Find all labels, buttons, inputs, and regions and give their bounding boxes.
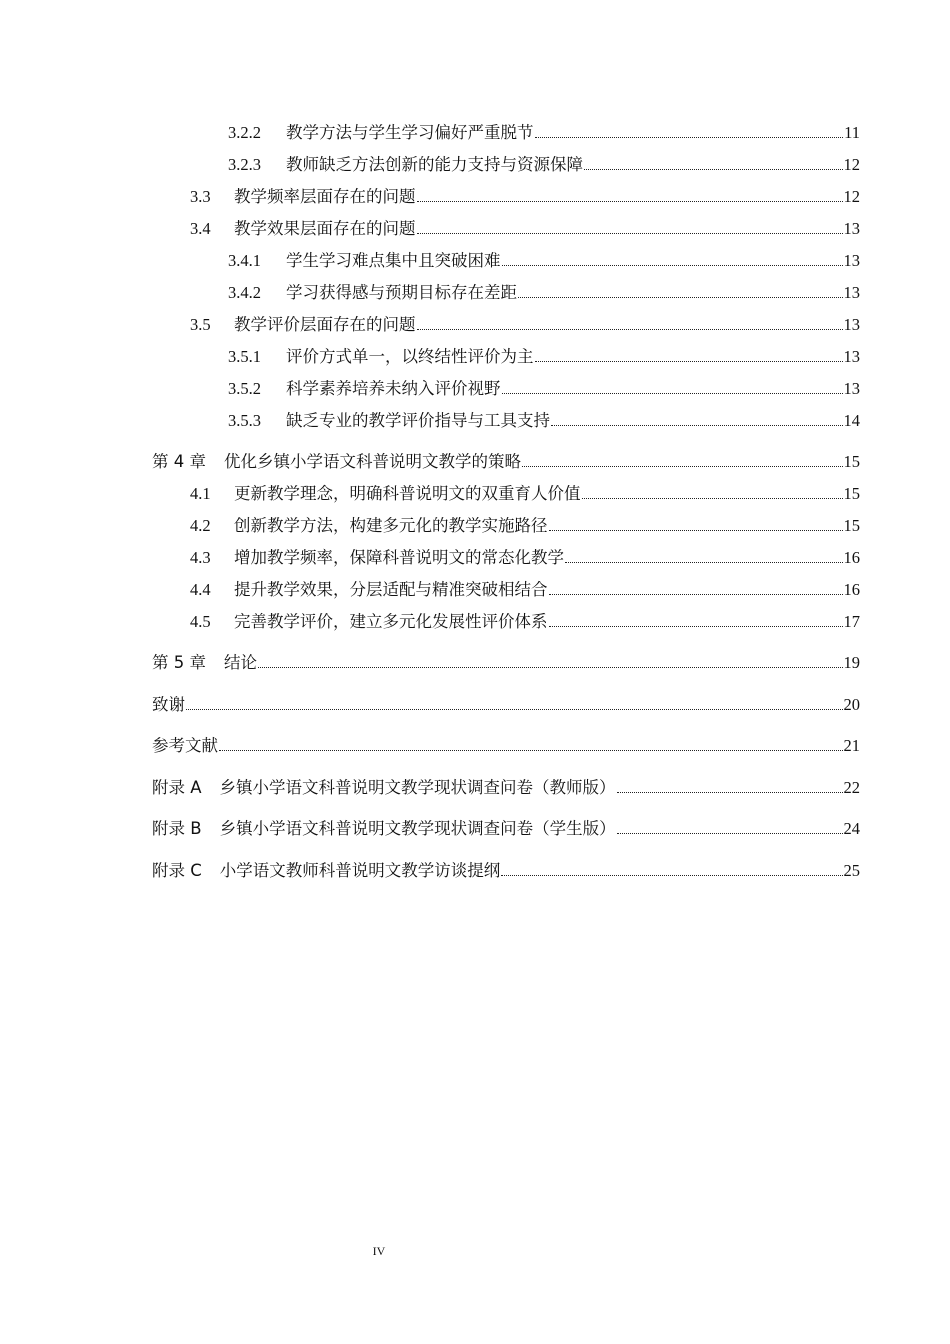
toc-dot-leader xyxy=(501,875,842,876)
toc-dot-leader xyxy=(549,594,843,595)
toc-entry-title: 学生学习难点集中且突破困难 xyxy=(286,251,501,270)
toc-dot-leader xyxy=(417,233,843,234)
toc-entry[interactable] xyxy=(190,309,860,341)
toc-entry-page: 19 xyxy=(843,653,860,672)
toc-entry-page: 14 xyxy=(843,411,860,430)
toc-entry-number: 3.4.2 xyxy=(228,283,261,302)
toc-entry-page: 13 xyxy=(843,315,860,334)
toc-dot-leader xyxy=(584,169,843,170)
toc-entry-page: 16 xyxy=(843,580,860,599)
toc-entry[interactable] xyxy=(190,478,860,510)
toc-entry[interactable] xyxy=(190,574,860,606)
toc-entry[interactable] xyxy=(152,647,860,679)
toc-dot-leader xyxy=(549,626,843,627)
toc-entry-page: 13 xyxy=(843,379,860,398)
toc-entry-number: 第 5 章 xyxy=(152,653,206,672)
toc-dot-leader xyxy=(502,265,843,266)
toc-entry-title: 结论 xyxy=(224,653,257,672)
toc-entry-title: 教学效果层面存在的问题 xyxy=(234,219,416,238)
toc-entry-title: 创新教学方法，构建多元化的教学实施路径 xyxy=(234,516,548,535)
toc-entry[interactable] xyxy=(228,341,860,373)
toc-entry-title: 教学方法与学生学习偏好严重脱节 xyxy=(286,123,534,142)
toc-entry-title: 教学评价层面存在的问题 xyxy=(234,315,416,334)
toc-entry-page: 17 xyxy=(843,612,860,631)
toc-entry-number: 4.5 xyxy=(190,612,211,631)
toc-entry[interactable] xyxy=(152,772,860,804)
toc-entry-title: 致谢 xyxy=(152,694,185,714)
toc-entry-title: 更新教学理念，明确科普说明文的双重育人价值 xyxy=(234,484,581,503)
toc-dot-leader xyxy=(219,750,843,751)
toc-entry-page: 15 xyxy=(843,484,860,503)
toc-entry-title: 缺乏专业的教学评价指导与工具支持 xyxy=(286,411,550,430)
toc-dot-leader xyxy=(522,466,843,467)
toc-entry-page: 22 xyxy=(843,777,860,797)
toc-dot-leader xyxy=(518,297,843,298)
toc-entry-title: 参考文献 xyxy=(152,736,218,755)
toc-dot-leader xyxy=(417,329,843,330)
toc-entry-title: 学习获得感与预期目标存在差距 xyxy=(286,283,517,302)
toc-dot-leader xyxy=(617,833,843,834)
toc-entry-number: 3.4 xyxy=(190,219,211,238)
toc-dot-leader xyxy=(502,393,843,394)
toc-entry-title: 提升教学效果，分层适配与精准突破相结合 xyxy=(234,580,548,599)
toc-entry-title: 教学频率层面存在的问题 xyxy=(234,187,416,206)
toc-entry-page: 21 xyxy=(843,736,860,755)
toc-entry[interactable] xyxy=(228,405,860,437)
toc-entry-number: 3.4.1 xyxy=(228,251,261,270)
toc-entry-page: 12 xyxy=(843,187,860,206)
toc-entry-title: 科学素养培养未纳入评价视野 xyxy=(286,379,501,398)
toc-entry-number: 附录 B xyxy=(152,819,202,838)
toc-entry[interactable] xyxy=(228,117,860,149)
page-number: IV xyxy=(372,1244,386,1258)
toc-entry[interactable] xyxy=(228,277,860,309)
toc-entry[interactable] xyxy=(190,213,860,245)
toc-entry-number: 3.5.1 xyxy=(228,347,261,366)
toc-entry-page: 13 xyxy=(843,347,860,366)
toc-entry-page: 20 xyxy=(843,694,860,714)
toc-entry-page: 12 xyxy=(843,155,860,174)
toc-entry-number: 3.2.3 xyxy=(228,155,261,174)
toc-entry-page: 25 xyxy=(843,860,860,880)
toc-dot-leader xyxy=(565,562,843,563)
toc-entry[interactable] xyxy=(190,542,860,574)
toc-entry[interactable] xyxy=(152,689,860,721)
table-of-contents xyxy=(152,117,860,887)
toc-dot-leader xyxy=(582,498,843,499)
toc-entry-title: 乡镇小学语文科普说明文教学现状调查问卷（教师版） xyxy=(219,777,616,797)
toc-entry-page: 15 xyxy=(843,452,860,471)
toc-entry[interactable] xyxy=(152,730,860,762)
toc-dot-leader xyxy=(186,709,843,710)
toc-entry-number: 3.5.2 xyxy=(228,379,261,398)
toc-entry-title: 小学语文教师科普说明文教学访谈提纲 xyxy=(219,860,501,880)
toc-entry[interactable] xyxy=(190,510,860,542)
toc-dot-leader xyxy=(617,792,843,793)
toc-dot-leader xyxy=(551,425,843,426)
toc-entry-number: 3.2.2 xyxy=(228,123,261,142)
toc-dot-leader xyxy=(535,137,844,138)
toc-dot-leader xyxy=(417,201,843,202)
toc-entry[interactable] xyxy=(152,446,860,478)
toc-entry-number: 4.3 xyxy=(190,548,211,567)
toc-entry-number: 4.1 xyxy=(190,484,211,503)
toc-dot-leader xyxy=(535,361,843,362)
toc-entry[interactable] xyxy=(190,606,860,638)
toc-entry-number: 附录 A xyxy=(152,777,202,797)
toc-entry[interactable] xyxy=(152,855,860,887)
toc-entry-page: 16 xyxy=(843,548,860,567)
toc-entry-title: 乡镇小学语文科普说明文教学现状调查问卷（学生版） xyxy=(219,819,616,838)
toc-entry-number: 4.2 xyxy=(190,516,211,535)
toc-entry-page: 15 xyxy=(843,516,860,535)
toc-entry-number: 附录 C xyxy=(152,860,202,880)
toc-entry[interactable] xyxy=(190,181,860,213)
toc-entry[interactable] xyxy=(228,373,860,405)
toc-entry-page: 11 xyxy=(844,123,860,142)
toc-entry-number: 3.5 xyxy=(190,315,211,334)
toc-entry-number: 3.3 xyxy=(190,187,211,206)
toc-entry-page: 13 xyxy=(843,283,860,302)
toc-dot-leader xyxy=(258,667,843,668)
toc-entry-page: 24 xyxy=(843,819,860,838)
toc-entry-page: 13 xyxy=(843,219,860,238)
toc-entry-number: 3.5.3 xyxy=(228,411,261,430)
toc-entry-number: 4.4 xyxy=(190,580,211,599)
toc-entry-page: 13 xyxy=(843,251,860,270)
toc-entry-title: 评价方式单一，以终结性评价为主 xyxy=(286,347,534,366)
toc-dot-leader xyxy=(549,530,843,531)
toc-entry[interactable] xyxy=(228,245,860,277)
toc-entry-number: 第 4 章 xyxy=(152,452,206,471)
toc-entry-title: 优化乡镇小学语文科普说明文教学的策略 xyxy=(224,452,521,471)
toc-entry[interactable] xyxy=(152,813,860,845)
toc-entry[interactable] xyxy=(228,149,860,181)
toc-entry-title: 教师缺乏方法创新的能力支持与资源保障 xyxy=(286,155,583,174)
toc-entry-title: 增加教学频率，保障科普说明文的常态化教学 xyxy=(234,548,564,567)
toc-entry-title: 完善教学评价，建立多元化发展性评价体系 xyxy=(234,612,548,631)
